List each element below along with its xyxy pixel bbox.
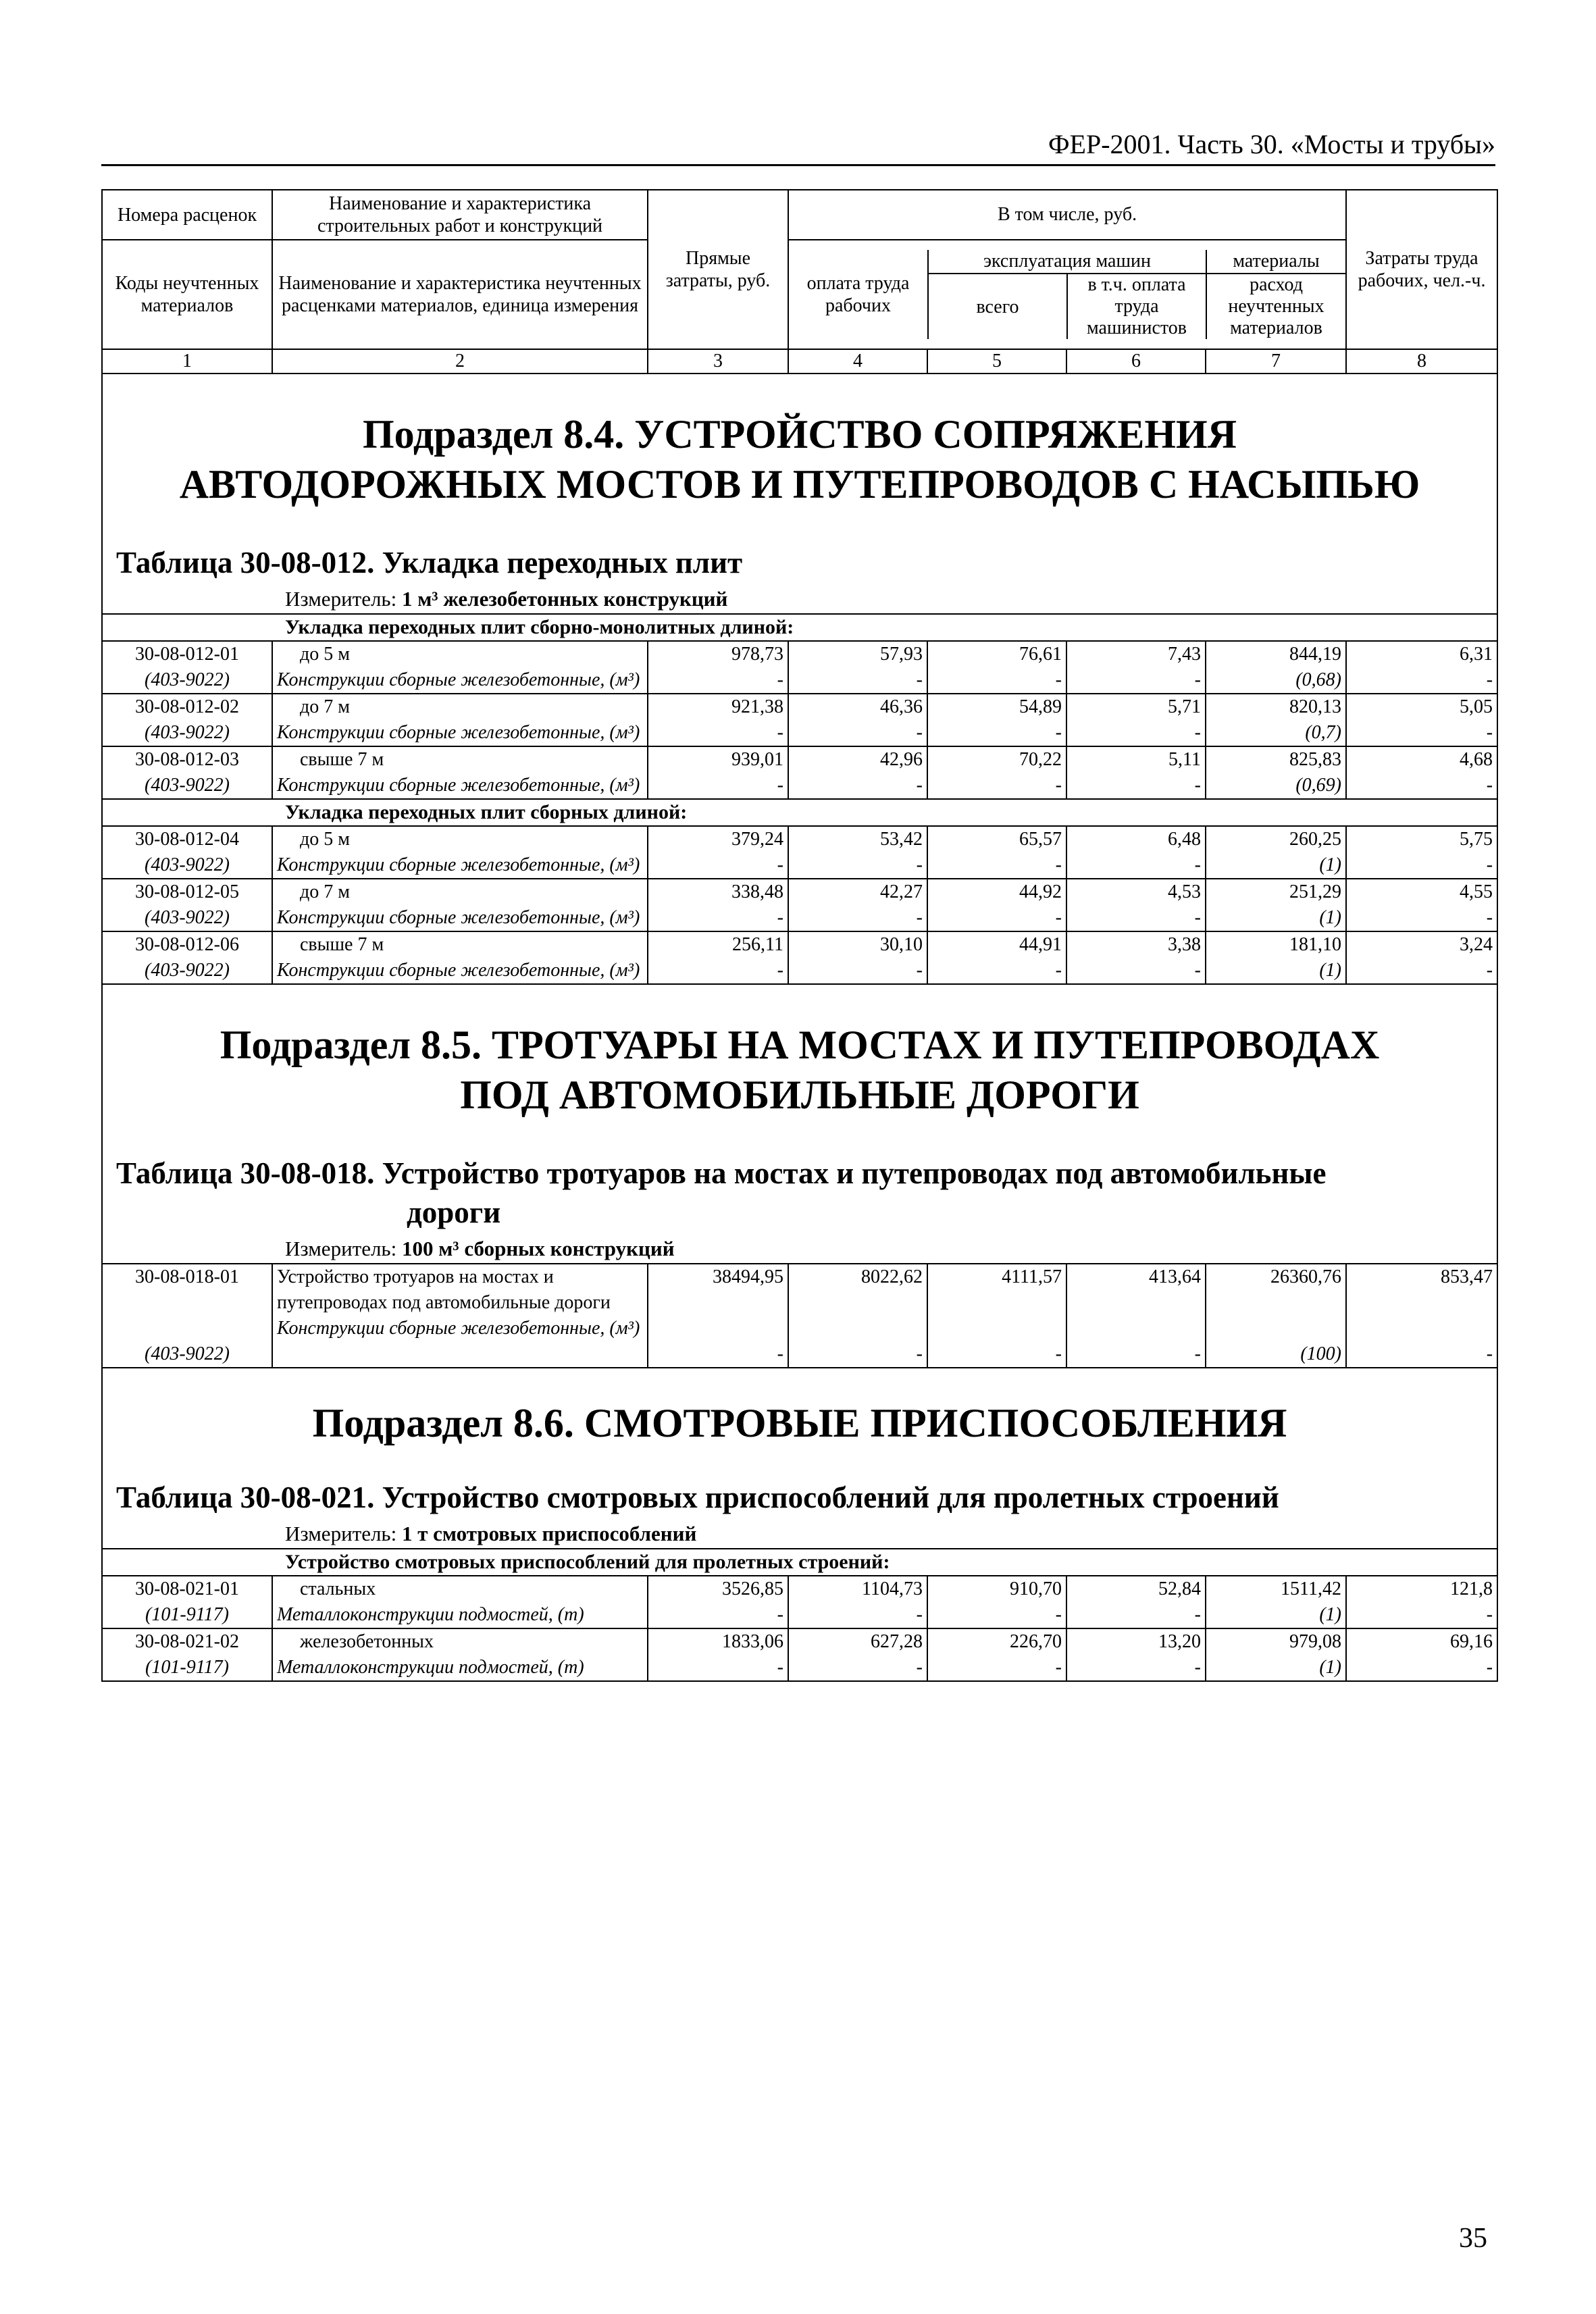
material-code: (403-9022): [145, 669, 230, 690]
value-v4: 30,10: [880, 934, 923, 955]
dash: -: [916, 775, 923, 796]
value-cell: [1206, 1576, 1346, 1628]
table-row: [102, 746, 1497, 799]
material-code: (101-9117): [145, 1657, 229, 1678]
value-cell: [648, 641, 788, 694]
value-v4: 8022,62: [861, 1266, 923, 1287]
value-cell: [927, 641, 1066, 694]
rate-code-cell: [102, 879, 272, 931]
rate-code: 30-08-021-01: [135, 1578, 239, 1599]
value-cell: [1066, 641, 1206, 694]
value-v5: 70,22: [1019, 749, 1062, 770]
value-v5: 54,89: [1019, 696, 1062, 717]
rate-code: 30-08-012-06: [135, 934, 239, 955]
table-row: [102, 694, 1497, 746]
table-meter: Измеритель: 100 м³ сборных конструкций: [285, 1237, 675, 1260]
value-cell: [1206, 746, 1346, 799]
material-name: Конструкции сборные железобетонные, (м³): [277, 907, 640, 928]
value-v8: 3,24: [1460, 934, 1493, 955]
dash: -: [1194, 1343, 1201, 1364]
value-cell: [927, 826, 1066, 879]
value-cell: [927, 694, 1066, 746]
dash: -: [1194, 1657, 1201, 1678]
rate-code-cell: [102, 1628, 272, 1681]
work-name: Устройство тротуаров на мостах и путепроводах под автомобильные дороги: [277, 1266, 611, 1313]
material-code: (403-9022): [145, 1343, 230, 1364]
value-v6: 13,20: [1158, 1631, 1201, 1652]
section-heading: Подраздел 8.5. ТРОТУАРЫ НА МОСТАХ И ПУТЕПРОВОДАХ ПОД АВТОМОБИЛЬНЫЕ ДОРОГИ: [220, 1023, 1380, 1117]
value-cell: [648, 1264, 788, 1368]
material-consumption: (0,7): [1305, 722, 1342, 743]
work-name-cell: [272, 1628, 648, 1681]
dash: -: [777, 960, 783, 981]
work-name-cell: [272, 1264, 648, 1368]
col-number: 4: [788, 349, 927, 374]
value-v7: 260,25: [1289, 829, 1342, 850]
value-v7: 251,29: [1289, 881, 1342, 902]
table-row: [102, 931, 1497, 984]
value-v8: 121,8: [1450, 1578, 1493, 1599]
value-v7: 820,13: [1289, 696, 1342, 717]
material-name: Конструкции сборные железобетонные, (м³): [277, 669, 640, 690]
table-meter: Измеритель: 1 м³ железобетонных конструкций: [285, 587, 728, 611]
dash: -: [916, 907, 923, 928]
material-name: Конструкции сборные железобетонные, (м³): [277, 1318, 640, 1339]
value-cell: [788, 879, 927, 931]
dash: -: [1194, 907, 1201, 928]
value-cell: [788, 1628, 927, 1681]
material-name: Металлоконструкции подмостей, (т): [277, 1657, 584, 1678]
work-name-cell: [272, 931, 648, 984]
rate-code: 30-08-018-01: [135, 1266, 239, 1287]
value-cell: [927, 1576, 1066, 1628]
rate-code-cell: [102, 1264, 272, 1368]
value-v4: 627,28: [871, 1631, 923, 1652]
material-consumption: (0,68): [1295, 669, 1342, 690]
dash: -: [1055, 722, 1062, 743]
dash: -: [1486, 775, 1493, 796]
value-v5: 4111,57: [1002, 1266, 1062, 1287]
rate-code-cell: [102, 746, 272, 799]
value-v8: 4,68: [1460, 749, 1493, 770]
material-code: (403-9022): [145, 854, 230, 875]
dash: -: [1486, 960, 1493, 981]
dash: -: [1486, 1604, 1493, 1625]
col-number: 5: [927, 349, 1066, 374]
material-code: (403-9022): [145, 722, 230, 743]
page-number: 35: [1459, 2223, 1487, 2254]
dash: -: [1194, 854, 1201, 875]
value-v3: 338,48: [731, 881, 783, 902]
material-code: (403-9022): [145, 960, 230, 981]
value-v8: 5,75: [1460, 829, 1493, 850]
incl-header: В том числе, руб.: [788, 190, 1346, 240]
value-v7: 26360,76: [1270, 1266, 1342, 1287]
machines-header: эксплуатация машин: [928, 250, 1206, 274]
dash: -: [1194, 669, 1201, 690]
value-v7: 844,19: [1289, 644, 1342, 665]
dash: -: [1194, 775, 1201, 796]
value-cell: [1066, 746, 1206, 799]
dash: -: [777, 669, 783, 690]
value-cell: [648, 826, 788, 879]
value-v6: 5,11: [1168, 749, 1201, 770]
dash: -: [1055, 960, 1062, 981]
dash: -: [777, 1604, 783, 1625]
table-row: [102, 1264, 1497, 1368]
col1-top-header: Номера расценок: [102, 190, 272, 240]
rate-code: 30-08-021-02: [135, 1631, 239, 1652]
col5-header: всего: [928, 274, 1067, 339]
col-number: 1: [102, 349, 272, 374]
dash: -: [916, 1343, 923, 1364]
value-v5: 65,57: [1019, 829, 1062, 850]
dash: -: [1194, 1604, 1201, 1625]
value-v3: 38494,95: [713, 1266, 783, 1287]
value-cell: [788, 1264, 927, 1368]
value-cell: [1346, 931, 1497, 984]
value-cell: [1346, 746, 1497, 799]
value-cell: [788, 641, 927, 694]
value-cell: [648, 694, 788, 746]
dash: -: [916, 669, 923, 690]
rate-code: 30-08-012-04: [135, 829, 239, 850]
material-consumption: (0,69): [1295, 775, 1342, 796]
material-name: Металлоконструкции подмостей, (т): [277, 1604, 584, 1625]
material-code: (403-9022): [145, 907, 230, 928]
value-v6: 52,84: [1158, 1578, 1201, 1599]
dash: -: [1486, 907, 1493, 928]
section-heading: Подраздел 8.4. УСТРОЙСТВО СОПРЯЖЕНИЯ АВТОДОРОЖНЫХ МОСТОВ И ПУТЕПРОВОДОВ С НАСЫПЬЮ: [179, 412, 1420, 507]
dash: -: [1055, 669, 1062, 690]
value-cell: [1066, 1628, 1206, 1681]
group-heading: Укладка переходных плит сборно-монолитных длиной:: [102, 614, 1497, 641]
col-number: 8: [1346, 349, 1497, 374]
col4-header: оплата труда рабочих: [789, 250, 928, 339]
dash: -: [1486, 1343, 1493, 1364]
value-cell: [1346, 694, 1497, 746]
value-cell: [1066, 879, 1206, 931]
value-v4: 53,42: [880, 829, 923, 850]
col2-bottom-header: Наименование и характеристика неучтенных расценками материалов, единица измерения: [272, 240, 648, 349]
table-row: [102, 879, 1497, 931]
value-v6: 4,53: [1168, 881, 1201, 902]
value-v3: 978,73: [731, 644, 783, 665]
table-title: Таблица 30-08-018. Устройство тротуаров на мостах и путепроводах под автомобильные дороги: [116, 1156, 1327, 1229]
dash: -: [916, 722, 923, 743]
dash: -: [1055, 1604, 1062, 1625]
material-name: Конструкции сборные железобетонные, (м³): [277, 775, 640, 796]
value-cell: [1346, 1264, 1497, 1368]
value-v3: 256,11: [732, 934, 783, 955]
value-cell: [1206, 641, 1346, 694]
value-v8: 5,05: [1460, 696, 1493, 717]
material-consumption: (1): [1319, 907, 1342, 928]
value-cell: [648, 879, 788, 931]
value-v3: 3526,85: [722, 1578, 783, 1599]
value-cell: [788, 746, 927, 799]
price-table: [101, 189, 1498, 1682]
value-v6: 3,38: [1168, 934, 1201, 955]
dash: -: [777, 722, 783, 743]
value-cell: [648, 1576, 788, 1628]
value-cell: [927, 746, 1066, 799]
rate-code: 30-08-012-01: [135, 644, 239, 665]
dash: -: [1486, 722, 1493, 743]
value-cell: [1346, 826, 1497, 879]
material-code: (101-9117): [145, 1604, 229, 1625]
work-name: железобетонных: [300, 1631, 434, 1652]
value-cell: [1066, 694, 1206, 746]
value-cell: [1346, 641, 1497, 694]
value-v6: 7,43: [1168, 644, 1201, 665]
material-consumption: (1): [1319, 854, 1342, 875]
rate-code: 30-08-012-02: [135, 696, 239, 717]
value-v5: 44,92: [1019, 881, 1062, 902]
value-v7: 1511,42: [1281, 1578, 1342, 1599]
value-v6: 5,71: [1168, 696, 1201, 717]
value-cell: [1346, 879, 1497, 931]
dash: -: [777, 907, 783, 928]
value-v5: 44,91: [1019, 934, 1062, 955]
value-v5: 226,70: [1010, 1631, 1062, 1652]
value-v8: 69,16: [1450, 1631, 1493, 1652]
col8-header: Затраты труда рабочих, чел.-ч.: [1346, 190, 1497, 349]
value-v7: 181,10: [1289, 934, 1342, 955]
value-v3: 379,24: [731, 829, 783, 850]
material-name: Конструкции сборные железобетонные, (м³): [277, 960, 640, 981]
dash: -: [1486, 1657, 1493, 1678]
value-cell: [1066, 931, 1206, 984]
work-name: стальных: [300, 1578, 376, 1599]
value-cell: [927, 879, 1066, 931]
material-code: (403-9022): [145, 775, 230, 796]
work-name: свыше 7 м: [300, 934, 384, 955]
material-name: Конструкции сборные железобетонные, (м³): [277, 722, 640, 743]
dash: -: [1194, 722, 1201, 743]
section-heading: Подраздел 8.6. СМОТРОВЫЕ ПРИСПОСОБЛЕНИЯ: [312, 1401, 1287, 1445]
group-heading: Укладка переходных плит сборных длиной:: [102, 799, 1497, 826]
dash: -: [1194, 960, 1201, 981]
value-cell: [1206, 826, 1346, 879]
table-meter: Измеритель: 1 т смотровых приспособлений: [285, 1522, 697, 1545]
value-v3: 939,01: [731, 749, 783, 770]
dash: -: [1055, 1343, 1062, 1364]
value-cell: [1206, 694, 1346, 746]
table-row: [102, 641, 1497, 694]
table-row: [102, 1576, 1497, 1628]
col-number: 2: [272, 349, 648, 374]
value-v6: 6,48: [1168, 829, 1201, 850]
value-cell: [788, 1576, 927, 1628]
value-v4: 42,96: [880, 749, 923, 770]
value-cell: [927, 931, 1066, 984]
work-name-cell: [272, 826, 648, 879]
material-consumption: (1): [1319, 960, 1342, 981]
dash: -: [1486, 854, 1493, 875]
running-title: ФЕР-2001. Часть 30. «Мосты и трубы»: [101, 128, 1495, 166]
rate-code-cell: [102, 694, 272, 746]
value-cell: [788, 694, 927, 746]
material-consumption: (1): [1319, 1657, 1342, 1678]
rate-code-cell: [102, 826, 272, 879]
table-row: [102, 826, 1497, 879]
dash: -: [1055, 1657, 1062, 1678]
value-v4: 42,27: [880, 881, 923, 902]
work-name-cell: [272, 1576, 648, 1628]
rate-code: 30-08-012-03: [135, 749, 239, 770]
work-name-cell: [272, 879, 648, 931]
value-cell: [927, 1628, 1066, 1681]
dash: -: [1055, 907, 1062, 928]
value-v4: 1104,73: [862, 1578, 923, 1599]
value-v3: 921,38: [731, 696, 783, 717]
material-name: Конструкции сборные железобетонные, (м³): [277, 854, 640, 875]
col1-bottom-header: Коды неучтенных материалов: [102, 240, 272, 349]
value-cell: [1206, 1628, 1346, 1681]
group-heading: Устройство смотровых приспособлений для пролетных строений:: [102, 1549, 1497, 1576]
value-v8: 4,55: [1460, 881, 1493, 902]
dash: -: [777, 1343, 783, 1364]
dash: -: [777, 1657, 783, 1678]
col-number: 6: [1066, 349, 1206, 374]
value-cell: [1066, 1264, 1206, 1368]
sub-header-block: [788, 240, 1346, 349]
value-cell: [1346, 1576, 1497, 1628]
materials-header: материалы: [1206, 250, 1345, 274]
dash: -: [916, 1604, 923, 1625]
value-cell: [788, 826, 927, 879]
value-v8: 853,47: [1441, 1266, 1493, 1287]
col2-top-header: Наименование и характеристика строительных работ и конструкций: [272, 190, 648, 240]
work-name-cell: [272, 746, 648, 799]
col7-header: расход неучтенных материалов: [1228, 274, 1324, 338]
dash: -: [777, 775, 783, 796]
col-number: 3: [648, 349, 788, 374]
material-consumption: (100): [1300, 1343, 1342, 1364]
value-v6: 413,64: [1149, 1266, 1201, 1287]
table-title: Таблица 30-08-021. Устройство смотровых приспособлений для пролетных строений: [116, 1481, 1279, 1514]
value-v7: 825,83: [1289, 749, 1342, 770]
work-name: до 7 м: [300, 696, 350, 717]
value-v5: 76,61: [1019, 644, 1062, 665]
work-name: до 5 м: [300, 644, 350, 665]
work-name: до 7 м: [300, 881, 350, 902]
value-cell: [648, 931, 788, 984]
value-v4: 46,36: [880, 696, 923, 717]
table-title: Таблица 30-08-012. Укладка переходных плит: [116, 546, 743, 580]
dash: -: [916, 854, 923, 875]
col-number: 7: [1206, 349, 1346, 374]
dash: -: [916, 1657, 923, 1678]
value-v3: 1833,06: [722, 1631, 783, 1652]
material-consumption: (1): [1319, 1604, 1342, 1625]
value-cell: [788, 931, 927, 984]
value-cell: [1346, 1628, 1497, 1681]
col3-header: Прямые затраты, руб.: [648, 190, 788, 349]
value-cell: [1066, 826, 1206, 879]
dash: -: [777, 854, 783, 875]
work-name: до 5 м: [300, 829, 350, 850]
dash: -: [1486, 669, 1493, 690]
work-name-cell: [272, 641, 648, 694]
value-v5: 910,70: [1010, 1578, 1062, 1599]
work-name: свыше 7 м: [300, 749, 384, 770]
rate-code-cell: [102, 1576, 272, 1628]
value-cell: [648, 1628, 788, 1681]
dash: -: [1055, 775, 1062, 796]
dash: -: [916, 960, 923, 981]
value-cell: [1206, 879, 1346, 931]
value-v8: 6,31: [1460, 644, 1493, 665]
value-cell: [1206, 931, 1346, 984]
col6-header: в т.ч. оплата труда машинистов: [1067, 274, 1206, 339]
work-name-cell: [272, 694, 648, 746]
value-cell: [927, 1264, 1066, 1368]
dash: -: [1055, 854, 1062, 875]
value-cell: [648, 746, 788, 799]
value-cell: [1206, 1264, 1346, 1368]
value-cell: [1066, 1576, 1206, 1628]
table-row: [102, 1628, 1497, 1681]
rate-code: 30-08-012-05: [135, 881, 239, 902]
value-v4: 57,93: [880, 644, 923, 665]
rate-code-cell: [102, 931, 272, 984]
value-v7: 979,08: [1289, 1631, 1342, 1652]
rate-code-cell: [102, 641, 272, 694]
